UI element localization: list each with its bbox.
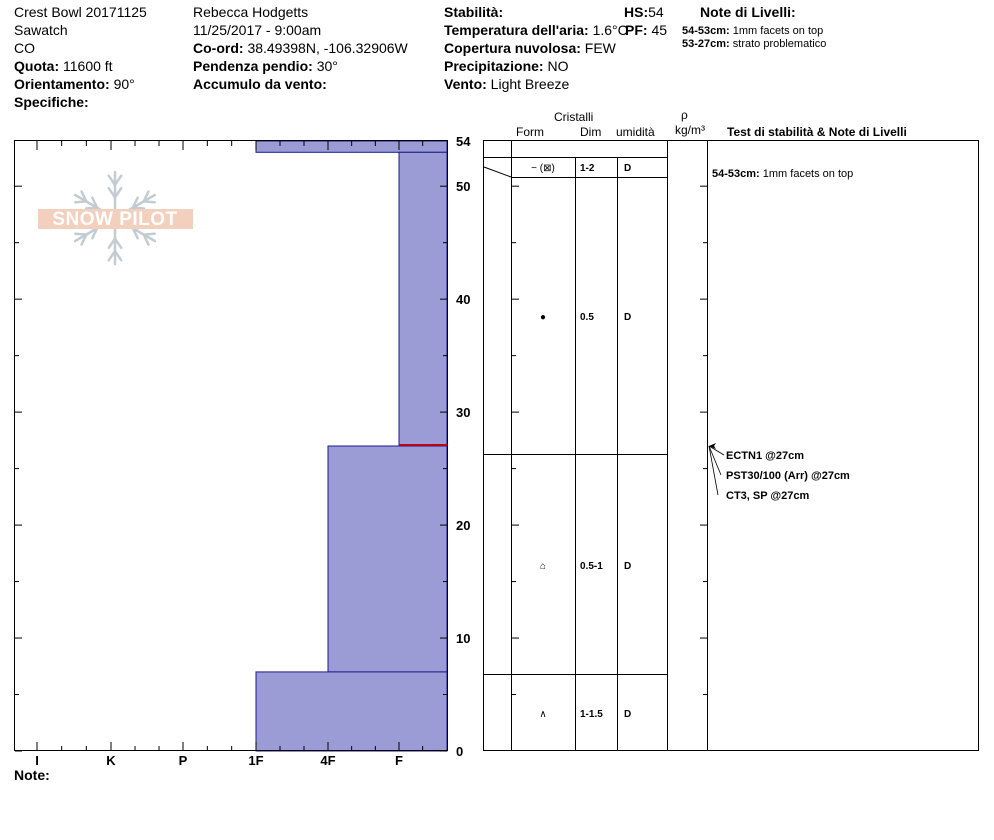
logo-text: SNOW PILOT <box>52 209 178 230</box>
test-leader-line <box>709 446 718 495</box>
snowpilot-logo <box>38 172 193 264</box>
y-tick-label: 0 <box>456 744 464 759</box>
range-name: Sawatch <box>14 22 68 38</box>
y-tick-label: 54 <box>456 134 471 149</box>
y-tick-label: 30 <box>456 405 471 421</box>
layer-comment: 54-53cm: 1mm facets on top <box>712 168 854 180</box>
observer: Rebecca Hodgetts <box>193 4 309 20</box>
density-symbol: ρ <box>681 108 688 122</box>
crystals-header: Cristalli <box>554 110 594 124</box>
moisture-header: umidità <box>616 125 655 139</box>
grain-form: − (⊠) <box>531 163 555 174</box>
datetime: 11/25/2017 - 9:00am <box>193 22 322 38</box>
tests-header: Test di stabilità & Note di Livelli <box>727 125 907 139</box>
hardness-bar <box>399 152 447 446</box>
x-tick-label: 1F <box>248 753 264 768</box>
site-name: Crest Bowl 20171125 <box>14 4 147 20</box>
form-header: Form <box>516 125 544 139</box>
layer-connector <box>484 167 511 177</box>
layer-table-frame <box>484 141 979 751</box>
elevation: Quota: 11600 ft <box>14 58 113 74</box>
x-tick-label: K <box>106 753 116 768</box>
notes-label: Note: <box>14 767 50 783</box>
moisture-class: D <box>624 709 632 720</box>
y-tick-label: 50 <box>456 179 471 195</box>
layer-note: 54-53cm: 1mm facets on top <box>682 25 824 37</box>
moisture-class: D <box>624 312 632 323</box>
x-tick-label: P <box>178 753 188 768</box>
grain-size: 1-1.5 <box>580 709 603 720</box>
hardness-bar <box>256 672 447 751</box>
x-tick-label: 4F <box>320 753 336 768</box>
grain-size: 0.5 <box>580 312 594 323</box>
moisture-class: D <box>624 561 632 572</box>
specifics-label: Specifiche: <box>14 94 89 110</box>
x-tick-label: F <box>395 753 403 768</box>
size-header: Dim <box>580 125 602 139</box>
precipitation: Precipitazione: NO <box>444 58 569 74</box>
test-leader-line <box>709 446 721 475</box>
grain-form: ∧ <box>539 709 547 720</box>
layer-note: 53-27cm: strato problematico <box>682 38 827 50</box>
stability-test-result: PST30/100 (Arr) @27cm <box>726 470 850 482</box>
grain-size: 1-2 <box>580 163 595 174</box>
wind: Vento: Light Breeze <box>444 76 570 92</box>
moisture-class: D <box>624 163 632 174</box>
hardness-bar <box>328 446 447 672</box>
x-tick-label: I <box>35 753 39 768</box>
layer-notes-title: Note di Livelli: <box>700 4 796 20</box>
stability-test-result: CT3, SP @27cm <box>726 490 810 502</box>
y-tick-label: 40 <box>456 292 471 308</box>
snow-height: HS:54 <box>624 4 664 20</box>
coordinates: Co-ord: 38.49398N, -106.32906W <box>193 40 408 56</box>
grain-size: 0.5-1 <box>580 561 603 572</box>
grain-form: ⌂ <box>539 561 547 572</box>
foot-penetration: PF: 45 <box>625 22 668 38</box>
air-temperature: Temperatura dell'aria: 1.6°C <box>444 22 628 38</box>
cloud-cover: Copertura nuvolosa: FEW <box>444 40 616 56</box>
aspect: Orientamento: 90° <box>14 76 135 92</box>
grain-form: ● <box>539 312 547 323</box>
y-tick-label: 20 <box>456 518 471 534</box>
slope-angle: Pendenza pendio: 30° <box>193 58 338 74</box>
wind-loading-label: Accumulo da vento: <box>193 76 327 92</box>
density-unit-header: kg/m³ <box>675 123 705 137</box>
stability-label: Stabilità: <box>444 4 504 20</box>
state-name: CO <box>14 40 35 56</box>
y-tick-label: 10 <box>456 631 471 647</box>
stability-test-result: ECTN1 @27cm <box>726 450 804 462</box>
